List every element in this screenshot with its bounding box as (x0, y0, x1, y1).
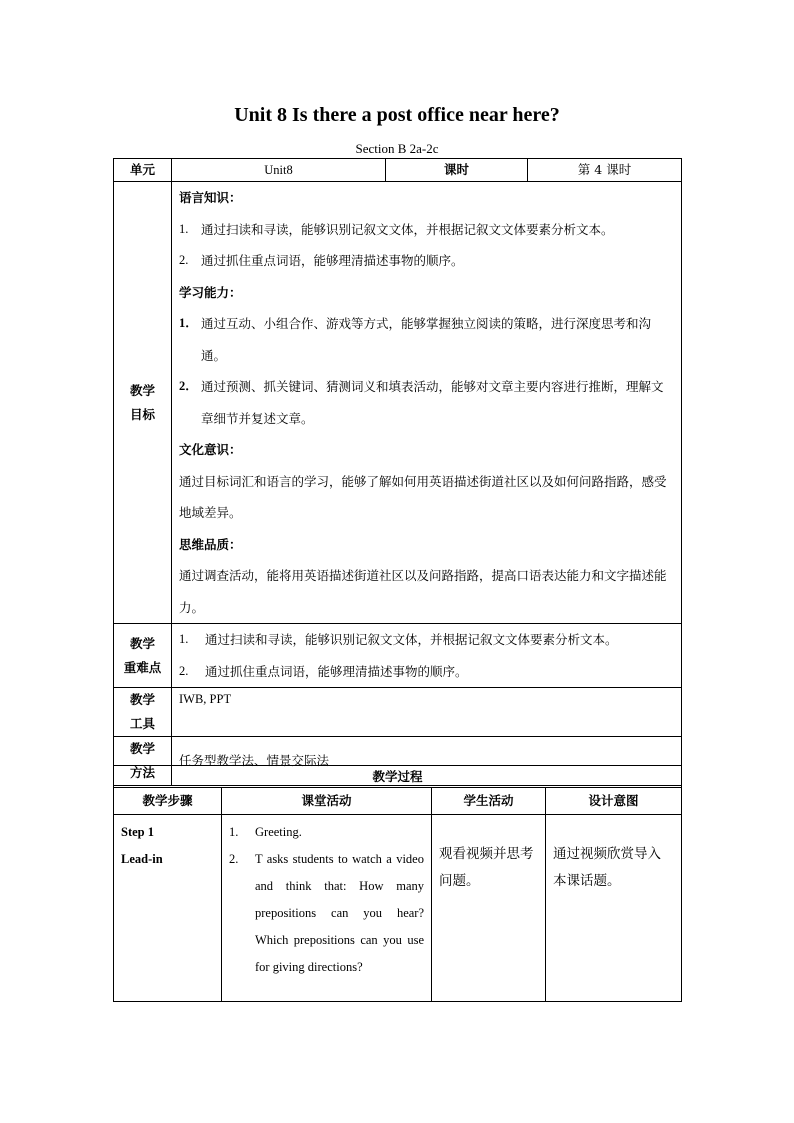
unit-value: Unit8 (172, 159, 386, 182)
list-text: 通过抓住重点词语，能够理清描述事物的顺序。 (205, 663, 468, 679)
list-text: T asks students to watch a video and think that: How many prepositions can you hear? Which prepositions can you use for giving directions? (255, 852, 424, 974)
list-text: 通过抓住重点词语，能够理清描述事物的顺序。 (201, 253, 464, 268)
table-row (114, 815, 682, 1002)
list-number: 2． (179, 379, 198, 393)
key-points-label (114, 624, 172, 688)
period-label: 课时 (386, 159, 528, 182)
column-header: 教学步骤 (114, 788, 222, 815)
lesson-info-table (113, 158, 682, 786)
methods-value: 任务型教学法、情景交际法 (172, 737, 682, 786)
column-header: 设计意图 (546, 788, 682, 815)
period-value: 第 4 课时 (528, 159, 682, 182)
student-activity-cell: 观看视频并思考问题。 (432, 815, 546, 1002)
thinking-quality-heading: 思维品质： (179, 536, 242, 552)
objectives-content (172, 182, 682, 624)
list-number: 1. (179, 632, 189, 646)
list-number: 2. (179, 663, 189, 678)
list-text: 通过互动、小组合作、游戏等方式，能够掌握独立阅读的策略，进行深度思考和沟通。 (201, 316, 652, 363)
step-cell (114, 815, 222, 1002)
methods-label-line2: 方法 (129, 765, 155, 780)
learning-ability-heading: 学习能力： (179, 284, 242, 300)
list-text: 通过扫读和寻读，能够识别记叙文文体，并根据记叙文文体要素分析文本。 (201, 221, 614, 237)
activities-cell (222, 815, 432, 1002)
process-heading: 教学过程 (114, 766, 682, 788)
document-title: Unit 8 Is there a post office near here? (234, 104, 560, 126)
list-number: 2. (179, 253, 189, 267)
objectives-label-line1: 教学 (129, 382, 155, 398)
list-number: 1. (229, 825, 239, 839)
list-number: 1． (179, 316, 198, 330)
list-item (179, 308, 674, 371)
objectives-label (114, 182, 172, 624)
list-item (179, 624, 674, 656)
cultural-awareness-text: 通过目标词汇和语言的学习，能够了解如何用英语描述街道社区以及如何问路指路，感受地域差异。 (179, 473, 667, 520)
list-text: 通过预测、抓关键词、猜测词义和填表活动，能够对文章主要内容进行推断，理解文章细节并复述文章。 (201, 379, 664, 426)
tools-value: IWB, PPT (172, 688, 682, 737)
language-knowledge-heading: 语言知识： (179, 190, 242, 205)
design-intent-cell: 通过视频欣赏导入本课话题。 (546, 815, 682, 1002)
list-item (179, 656, 674, 688)
tools-label-line2: 工具 (129, 716, 155, 731)
list-item (179, 245, 674, 277)
tools-label (114, 688, 172, 737)
list-item (179, 214, 674, 246)
list-number: 2. (229, 852, 239, 866)
key-points-label-line2: 重难点 (123, 659, 162, 675)
column-header: 学生活动 (432, 788, 546, 815)
list-text: 通过扫读和寻读，能够识别记叙文文体，并根据记叙文文体要素分析文本。 (205, 632, 618, 647)
list-item (229, 846, 424, 981)
step-number: Step 1 (121, 825, 154, 839)
document-subtitle: Section B 2a-2c (355, 141, 439, 156)
list-number: 1. (179, 221, 189, 236)
column-header: 课堂活动 (222, 788, 432, 815)
key-points-label-line1: 教学 (129, 635, 155, 651)
list-text: Greeting. (255, 825, 302, 839)
list-item (229, 819, 424, 846)
methods-label-line1: 教学 (129, 741, 155, 756)
key-points-content (172, 624, 682, 688)
list-item (179, 371, 674, 434)
tools-label-line1: 教学 (129, 692, 155, 707)
thinking-quality-text: 通过调查活动，能将用英语描述街道社区以及问路指路，提高口语表达能力和文字描述能力。 (179, 568, 667, 615)
unit-label: 单元 (114, 159, 172, 182)
cultural-awareness-heading: 文化意识： (179, 442, 242, 457)
teaching-process-table (113, 765, 682, 1002)
objectives-label-line2: 目标 (129, 406, 155, 422)
step-name: Lead-in (121, 852, 163, 866)
